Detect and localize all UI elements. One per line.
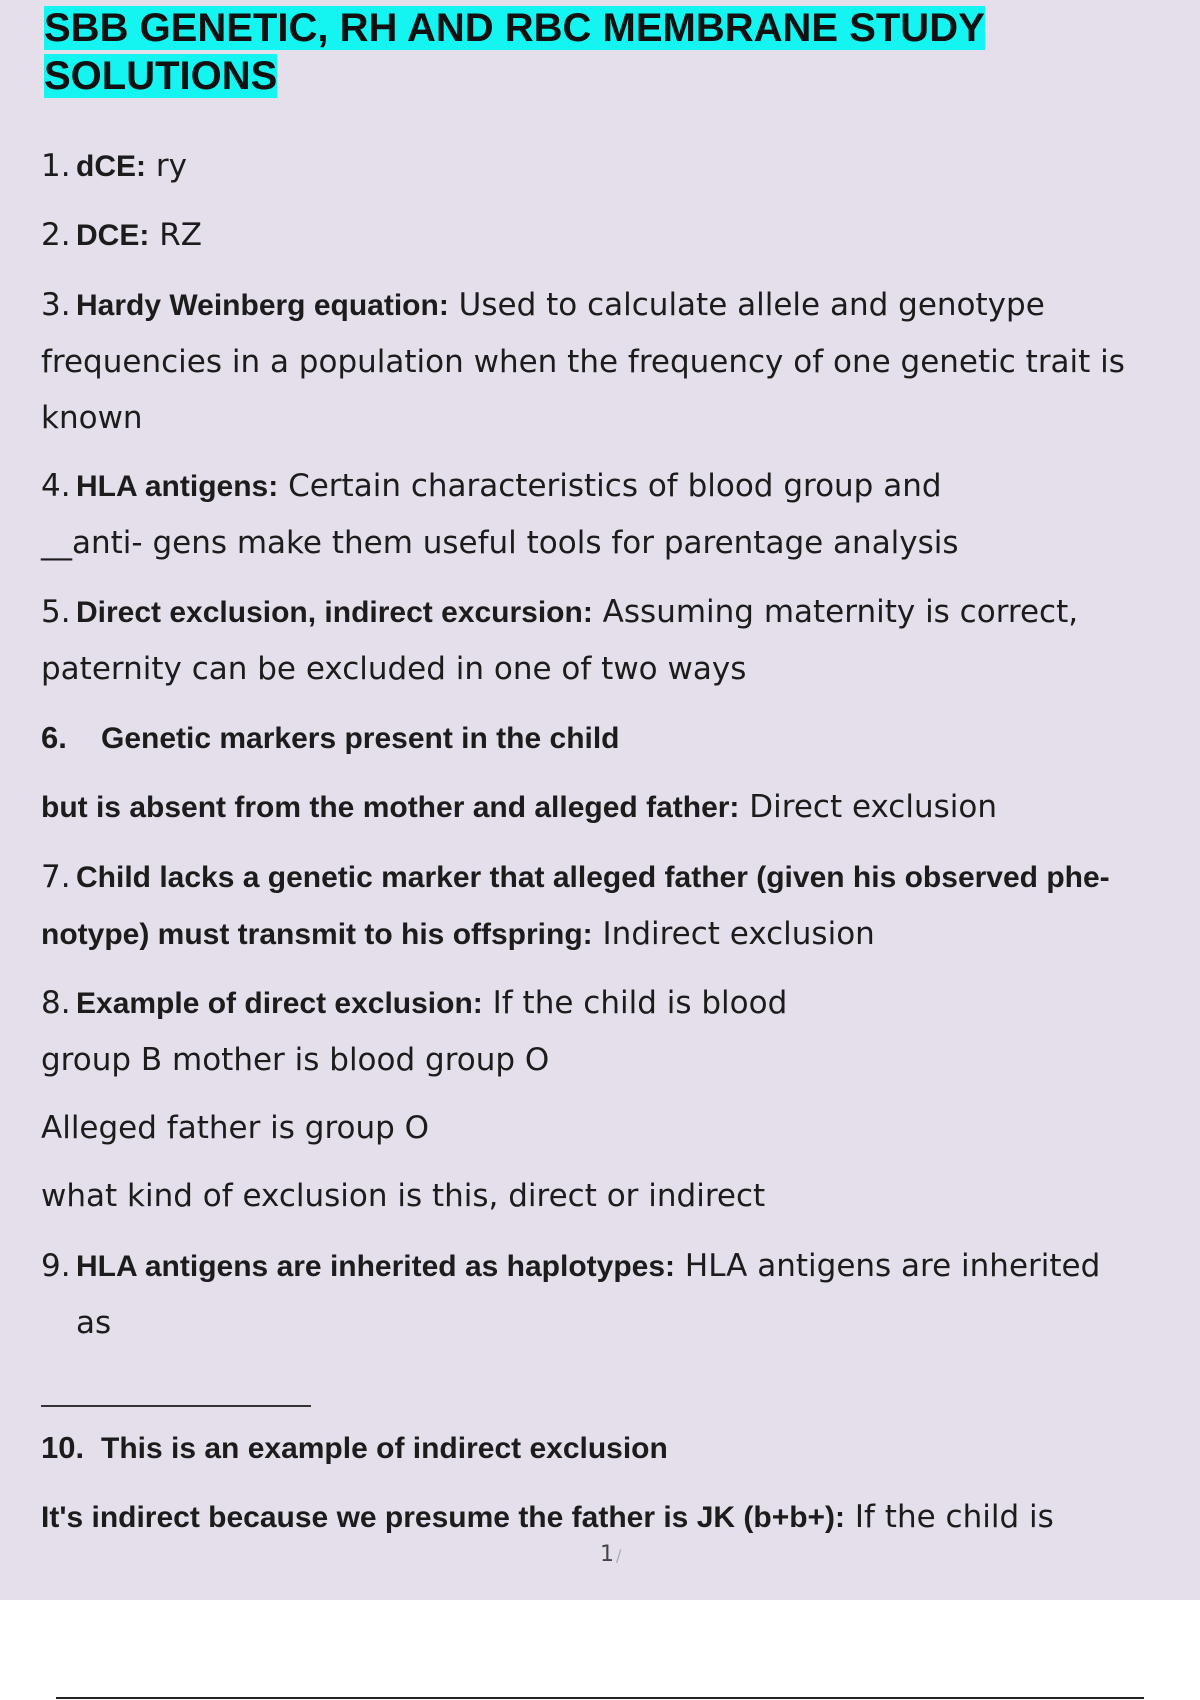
list-item-4-cont: __anti- gens make them useful tools for parentage analysis	[41, 525, 959, 561]
bottom-divider	[56, 1697, 1144, 1699]
list-item-8-cont: what kind of exclusion is this, direct or indirect	[41, 1178, 766, 1214]
answer: Assuming maternity is correct,	[592, 594, 1079, 630]
term: Hardy Weinberg equation:	[76, 289, 449, 322]
answer: If the child is	[845, 1499, 1054, 1535]
term: Example of direct exclusion:	[76, 987, 483, 1020]
list-item-9-cont: as	[76, 1305, 112, 1341]
list-item-6: 6. Genetic markers present in the child	[41, 720, 620, 755]
list-item-3: 3. Hardy Weinberg equation: Used to calculate allele and genotype	[41, 287, 1045, 323]
answer: Indirect exclusion	[592, 916, 875, 952]
term: notype) must transmit to his offspring:	[41, 918, 593, 951]
list-item-2: 2. DCE: RZ	[41, 217, 202, 253]
page-marker: /	[616, 1546, 622, 1565]
list-item-5-cont: paternity can be excluded in one of two ways	[41, 651, 747, 687]
answer: ry	[146, 148, 187, 184]
list-item-9: 9. HLA antigens are inherited as haplotypes: HLA antigens are inherited	[41, 1248, 1101, 1284]
term: dCE:	[76, 150, 146, 183]
answer: HLA antigens are inherited	[675, 1248, 1101, 1284]
term: HLA antigens are inherited as haplotypes:	[76, 1250, 676, 1283]
answer-blank-line	[41, 1405, 311, 1407]
answer: Certain characteristics of blood group and	[278, 468, 942, 504]
list-item-1: 1. dCE: ry	[41, 148, 187, 184]
list-item-7: 7. Child lacks a genetic marker that alleged father (given his observed phe-	[41, 859, 1110, 895]
list-item-8-cont: group B mother is blood group O	[41, 1042, 550, 1078]
answer: RZ	[149, 217, 202, 253]
answer: Used to calculate allele and genotype	[448, 287, 1045, 323]
term: It's indirect because we presume the father is JK (b+b+):	[41, 1501, 846, 1534]
term: Child lacks a genetic marker that alleged father (given his observed phe-	[76, 861, 1110, 894]
term: This is an example of indirect exclusion	[101, 1432, 668, 1465]
list-item-5: 5. Direct exclusion, indirect excursion: Assuming maternity is correct,	[41, 594, 1079, 630]
list-item-10-cont	[41, 1499, 1054, 1535]
list-item-6-cont	[41, 789, 997, 825]
list-item-10: 10. This is an example of indirect exclusion	[41, 1430, 668, 1465]
term: DCE:	[76, 219, 150, 252]
title-line-2: SOLUTIONS	[44, 54, 278, 98]
term: but is absent from the mother and alleged father:	[41, 791, 740, 824]
term: HLA antigens:	[76, 470, 279, 503]
list-item-3-cont: frequencies in a population when the frequency of one genetic trait is	[41, 344, 1125, 380]
term: Direct exclusion, indirect excursion:	[76, 596, 593, 629]
list-item-8: 8. Example of direct exclusion: If the child is blood	[41, 985, 788, 1021]
document-title	[44, 4, 1044, 100]
list-item-8-cont: Alleged father is group O	[41, 1110, 430, 1146]
term: Genetic markers present in the child	[101, 722, 620, 755]
answer: Direct exclusion	[739, 789, 997, 825]
answer: If the child is blood	[482, 985, 788, 1021]
list-item-7-cont	[41, 916, 875, 952]
page-number: 1 /	[600, 1542, 622, 1567]
list-item-3-cont: known	[41, 400, 143, 436]
list-item-4: 4. HLA antigens: Certain characteristics of blood group and	[41, 468, 942, 504]
title-line-1: SBB GENETIC, RH AND RBC MEMBRANE STUDY	[44, 6, 985, 50]
